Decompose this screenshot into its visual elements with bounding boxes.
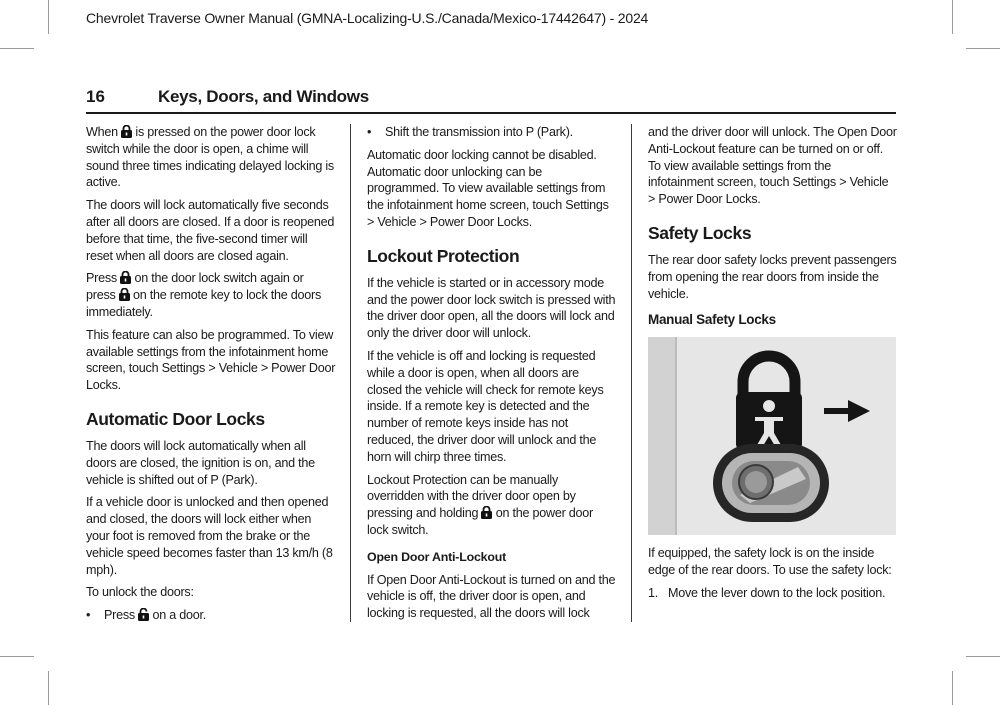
heading-automatic-door-locks: Automatic Door Locks xyxy=(86,408,265,429)
list-item xyxy=(86,607,336,624)
text: Press xyxy=(86,271,117,286)
paragraph: The doors will lock automatically when all doors are closed, the ignition is on, and the vehicle is shifted out of P (Park). xyxy=(86,438,315,487)
paragraph: The doors will lock automatically five seconds after all doors are closed. If a door is reopened before that time, the five-second timer will reset when all doors are closed again. xyxy=(86,198,335,263)
crop-mark xyxy=(952,0,953,34)
text: on the power door lock switch. xyxy=(367,506,594,537)
bullet-marker: • xyxy=(86,608,91,623)
paragraph: If a vehicle door is unlocked and then opened and closed, the doors will lock either when your foot is removed from the brake or the vehicle speed becomes faster than 13 km/h (8 mph). xyxy=(86,495,333,577)
column-1 xyxy=(86,124,336,630)
step-number: 1. xyxy=(648,585,659,600)
list-item xyxy=(367,124,617,141)
unlock-icon xyxy=(138,608,149,621)
section-title: Keys, Doors, and Windows xyxy=(158,87,369,106)
lock-icon xyxy=(481,506,492,519)
paragraph: If Open Door Anti-Lockout is turned on and the vehicle is off, the driver door is open, and locking is requested, all the doors will lock xyxy=(367,572,616,621)
text: on the remote key to lock the doors immediately. xyxy=(86,288,322,319)
safety-lock-illustration xyxy=(648,337,896,535)
paragraph: The rear door safety locks prevent passengers from opening the rear doors from inside the vehicle. xyxy=(648,252,897,301)
column-2 xyxy=(367,124,617,628)
crop-mark xyxy=(0,656,34,657)
list-item xyxy=(648,585,898,602)
paragraph: Automatic door locking cannot be disabled. Automatic door unlocking can be programmed. To view available settings from the infotainment home screen, touch Settings > Vehicle > Power Door Locks. xyxy=(367,147,609,229)
paragraph xyxy=(367,472,617,539)
crop-mark xyxy=(966,48,1000,49)
list-item-text: Move the lever down to the lock position. xyxy=(668,585,886,600)
crop-mark xyxy=(48,0,49,34)
heading-lockout-protection: Lockout Protection xyxy=(367,245,520,266)
lock-icon xyxy=(121,125,132,138)
paragraph: and the driver door will unlock. The Open Door Anti-Lockout feature can be turned on or off. To view available settings from the infotainment screen, touch Settings > Vehicle > Power Door Locks. xyxy=(648,125,897,207)
text: Press xyxy=(104,608,135,623)
lock-icon xyxy=(120,271,131,284)
column-divider xyxy=(631,124,632,622)
text: When xyxy=(86,125,118,139)
list-item-text: Shift the transmission into P (Park). xyxy=(385,125,573,139)
lock-lever-icon xyxy=(713,444,829,522)
paragraph xyxy=(86,270,336,320)
column-divider xyxy=(350,124,351,622)
heading-open-door-anti-lockout: Open Door Anti-Lockout xyxy=(367,549,506,564)
paragraph: To unlock the doors: xyxy=(86,585,194,600)
paragraph: If the vehicle is started or in accessory mode and the power door lock switch is pressed with the driver door open, all the doors will lock and only the driver door will unlock. xyxy=(367,275,616,341)
paragraph: If equipped, the safety lock is on the inside edge of the rear doors. To use the safety lock: xyxy=(648,546,892,577)
bullet-marker: • xyxy=(367,125,372,139)
heading-manual-safety-locks: Manual Safety Locks xyxy=(648,312,776,328)
header-rule xyxy=(86,112,896,114)
page-number: 16 xyxy=(86,87,105,106)
crop-mark xyxy=(952,671,953,705)
paragraph xyxy=(86,124,336,191)
crop-mark xyxy=(0,48,34,49)
text: on the door lock switch again or press xyxy=(86,271,304,303)
text: Lockout Protection can be manually overridden with the driver door open by pressing and holding xyxy=(367,472,576,521)
crop-mark xyxy=(48,671,49,705)
document-title: Chevrolet Traverse Owner Manual (GMNA-Localizing-U.S./Canada/Mexico-17442647) - 2024 xyxy=(86,10,649,26)
text: on a door. xyxy=(152,608,206,623)
paragraph: If the vehicle is off and locking is requested while a door is open, when all doors are closed the vehicle will check for remote keys inside. If a remote key is detected and the number of remote keys inside has not reduced, the driver door will unlock and the horn will chirp three times. xyxy=(367,348,604,464)
lock-icon xyxy=(119,288,130,301)
crop-mark xyxy=(966,656,1000,657)
column-3 xyxy=(648,124,898,608)
list-item-text xyxy=(104,607,206,624)
safety-lock-image xyxy=(648,337,896,535)
heading-safety-locks: Safety Locks xyxy=(648,222,752,243)
text: is pressed on the power door lock switch while the door is open, a chime will sound three times indicating delayed locking is active. xyxy=(86,125,334,190)
paragraph: This feature can also be programmed. To view available settings from the infotainment home screen, touch Settings > Vehicle > Power Door Locks. xyxy=(86,327,336,393)
